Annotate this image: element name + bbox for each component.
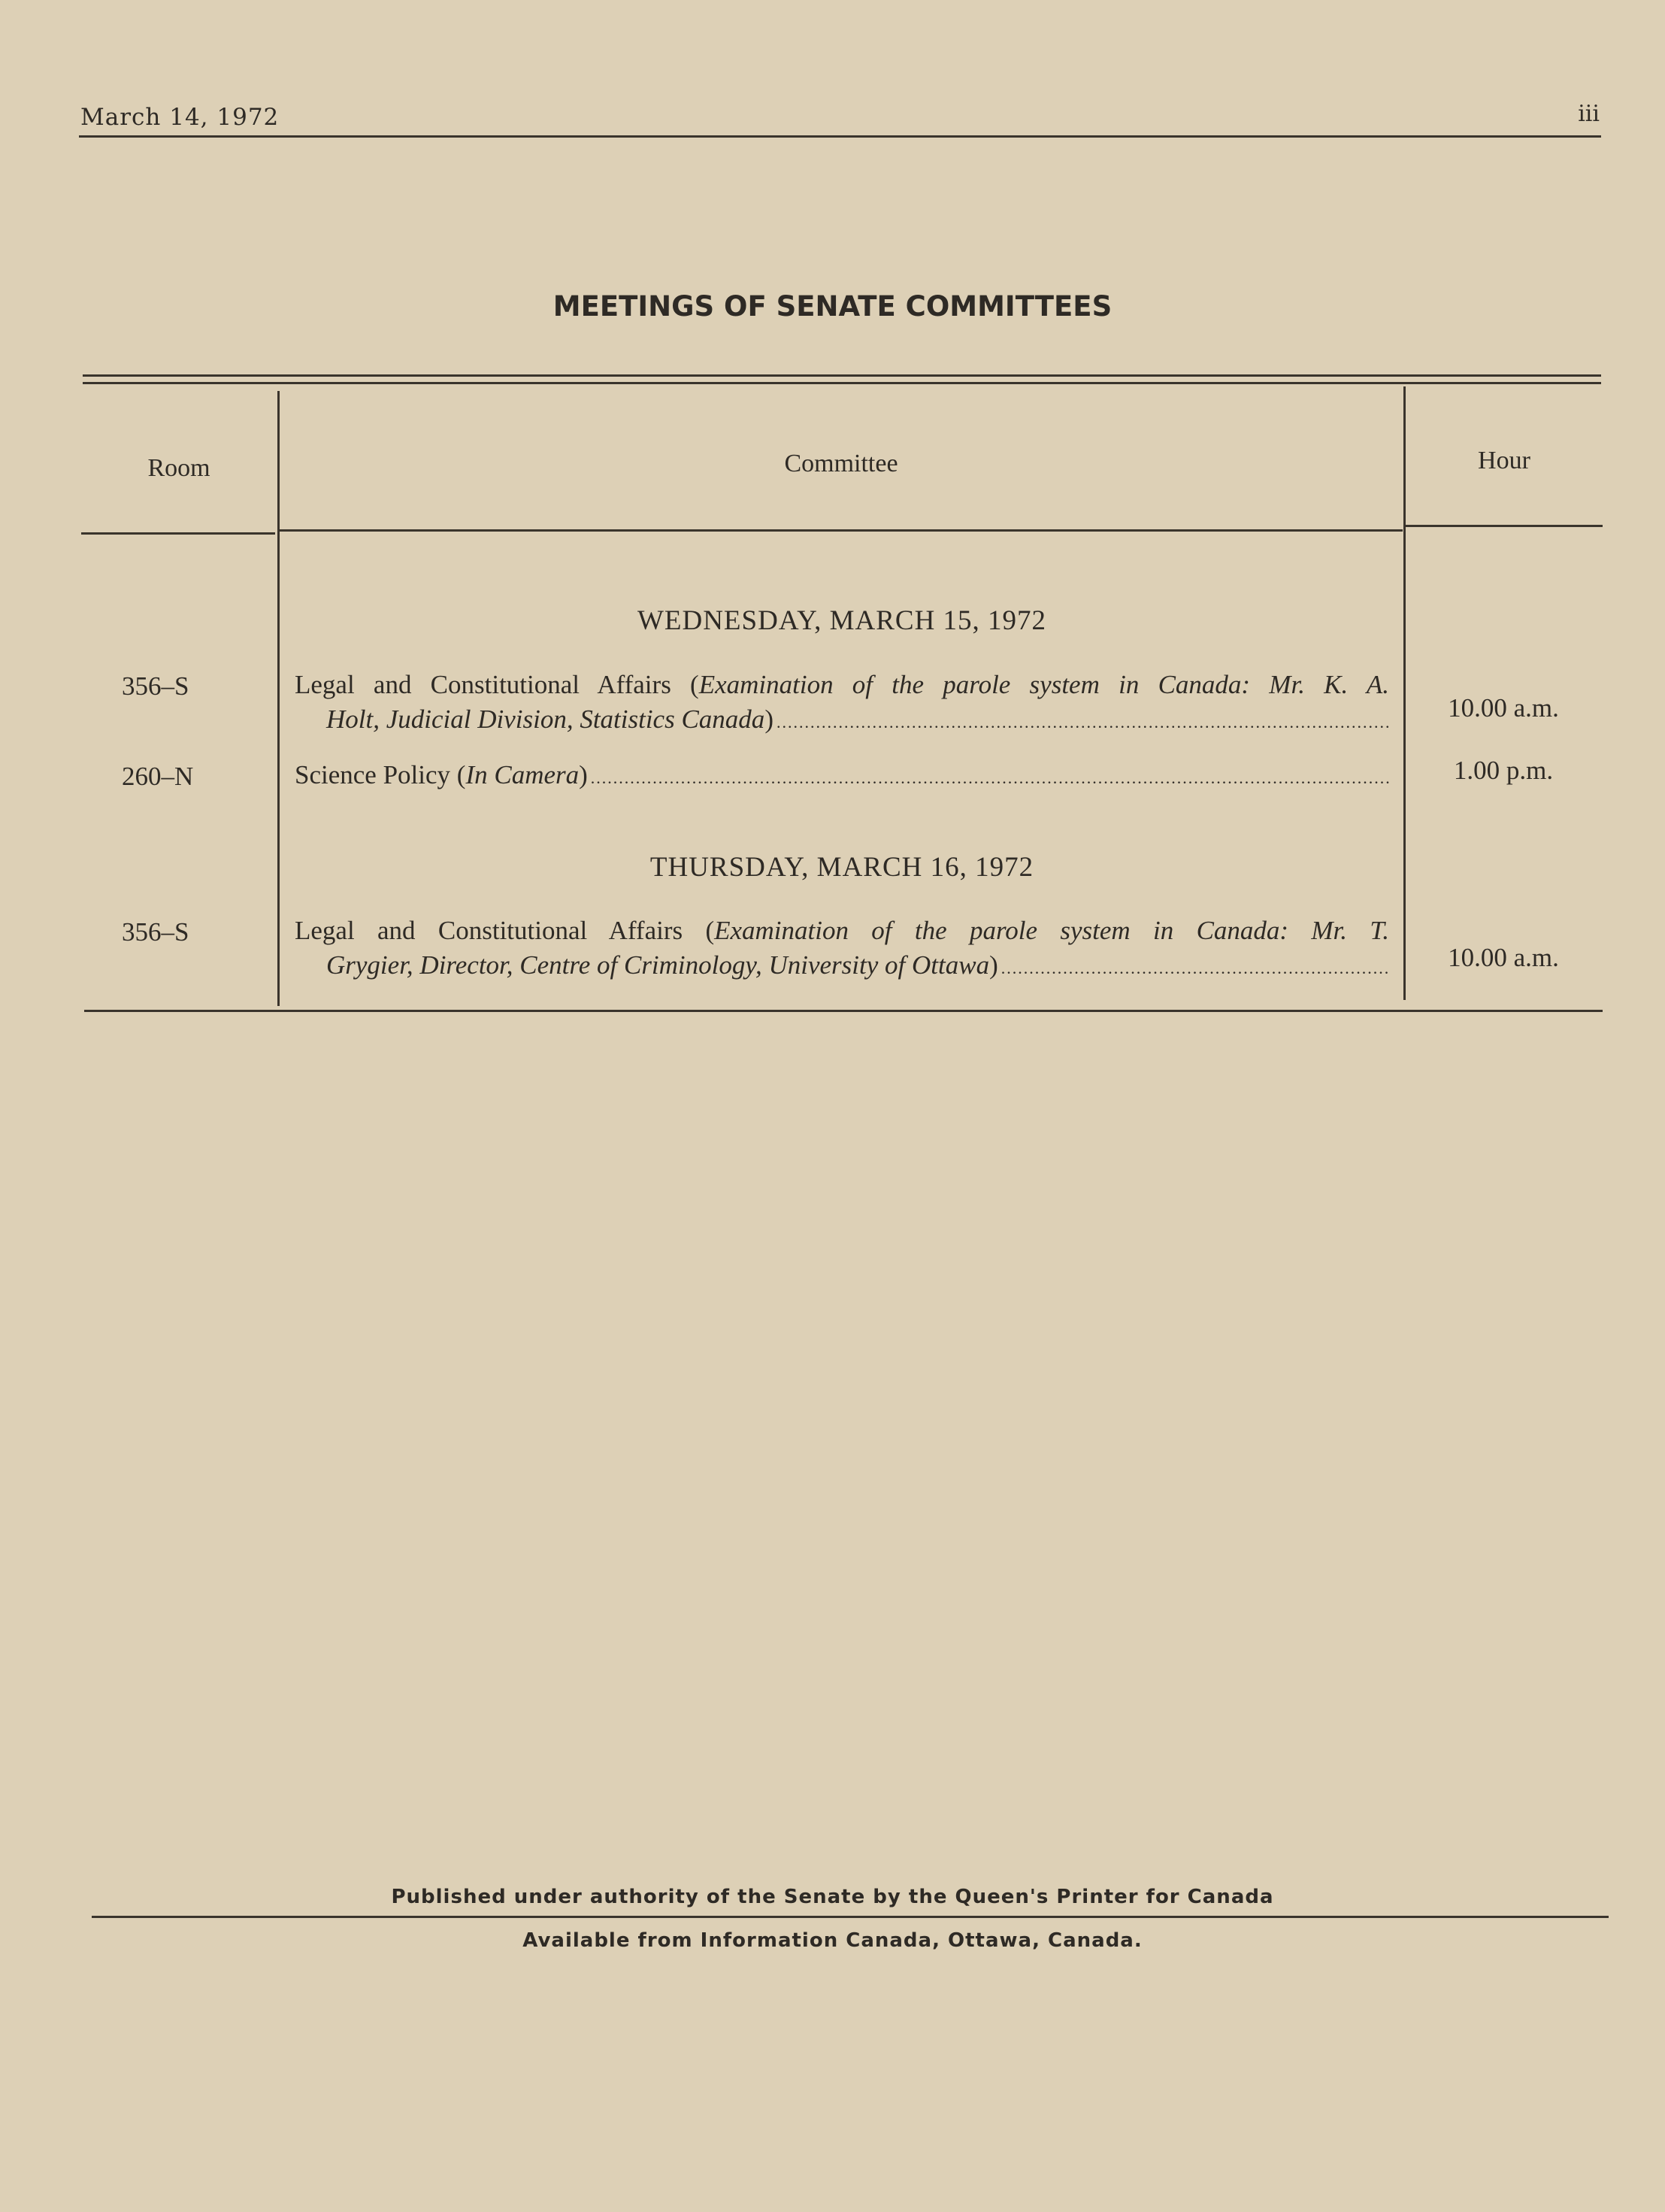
room-cell: 260–N xyxy=(122,762,194,791)
hour-cell: 1.00 p.m. xyxy=(1453,756,1554,785)
day-heading: THURSDAY, MARCH 16, 1972 xyxy=(649,852,1034,883)
column-header-hour: Hour xyxy=(1478,447,1530,474)
committee-subject-cont: Holt, Judicial Division, Statistics Canada xyxy=(326,705,765,734)
committee-cell xyxy=(295,758,1389,795)
hour-cell: 10.00 a.m. xyxy=(1448,693,1559,723)
column-header-committee: Committee xyxy=(784,450,898,477)
dot-leader xyxy=(591,761,1389,795)
committee-line-2 xyxy=(295,702,1389,740)
dot-leader xyxy=(1001,951,1389,986)
table-top-rule-1 xyxy=(83,374,1601,377)
room-cell: 356–S xyxy=(122,671,189,701)
header-date: March 14, 1972 xyxy=(80,104,280,131)
hour-cell: 10.00 a.m. xyxy=(1448,943,1559,972)
closing-paren: ) xyxy=(764,705,773,734)
header-rule-hour xyxy=(1406,525,1603,527)
committee-name: Legal and Constitutional Affairs ( xyxy=(295,670,699,699)
committee-line-2 xyxy=(295,948,1389,986)
dot-leader xyxy=(776,705,1389,740)
header-rule-committee xyxy=(280,529,1403,532)
closing-paren: ) xyxy=(989,950,998,980)
committee-line-1 xyxy=(295,758,1389,795)
page-number: iii xyxy=(1578,101,1600,127)
committee-subject: Examination of the parole system in Canada: Mr. K. A. xyxy=(698,670,1390,699)
committee-line-1 xyxy=(295,668,1389,702)
committee-name: Legal and Constitutional Affairs ( xyxy=(295,916,715,945)
committee-subject: In Camera xyxy=(465,760,580,789)
committee-name: Science Policy ( xyxy=(295,760,466,789)
page-title: MEETINGS OF SENATE COMMITTEES xyxy=(552,290,1113,323)
closing-paren: ) xyxy=(579,760,588,789)
availability-note: Available from Information Canada, Ottawa, Canada. xyxy=(522,1929,1143,1952)
running-head xyxy=(79,99,1601,138)
header-rule-room xyxy=(81,532,275,535)
column-divider-left xyxy=(277,391,280,1006)
committee-subject: Examination of the parole system in Canada: Mr. T. xyxy=(714,916,1390,945)
column-header-room: Room xyxy=(147,454,210,482)
committee-cell xyxy=(295,668,1389,740)
committee-subject-cont: Grygier, Director, Centre of Criminology, University of Ottawa xyxy=(326,950,990,980)
publisher-note: Published under authority of the Senate by the Queen's Printer for Canada xyxy=(391,1886,1274,1908)
table-bottom-rule xyxy=(84,1010,1603,1012)
committee-cell xyxy=(295,914,1389,986)
room-cell: 356–S xyxy=(122,917,189,947)
day-heading: WEDNESDAY, MARCH 15, 1972 xyxy=(637,605,1047,636)
footer-rule xyxy=(92,1916,1609,1918)
table-top-rule-2 xyxy=(83,382,1601,384)
committee-line-1 xyxy=(295,914,1389,948)
